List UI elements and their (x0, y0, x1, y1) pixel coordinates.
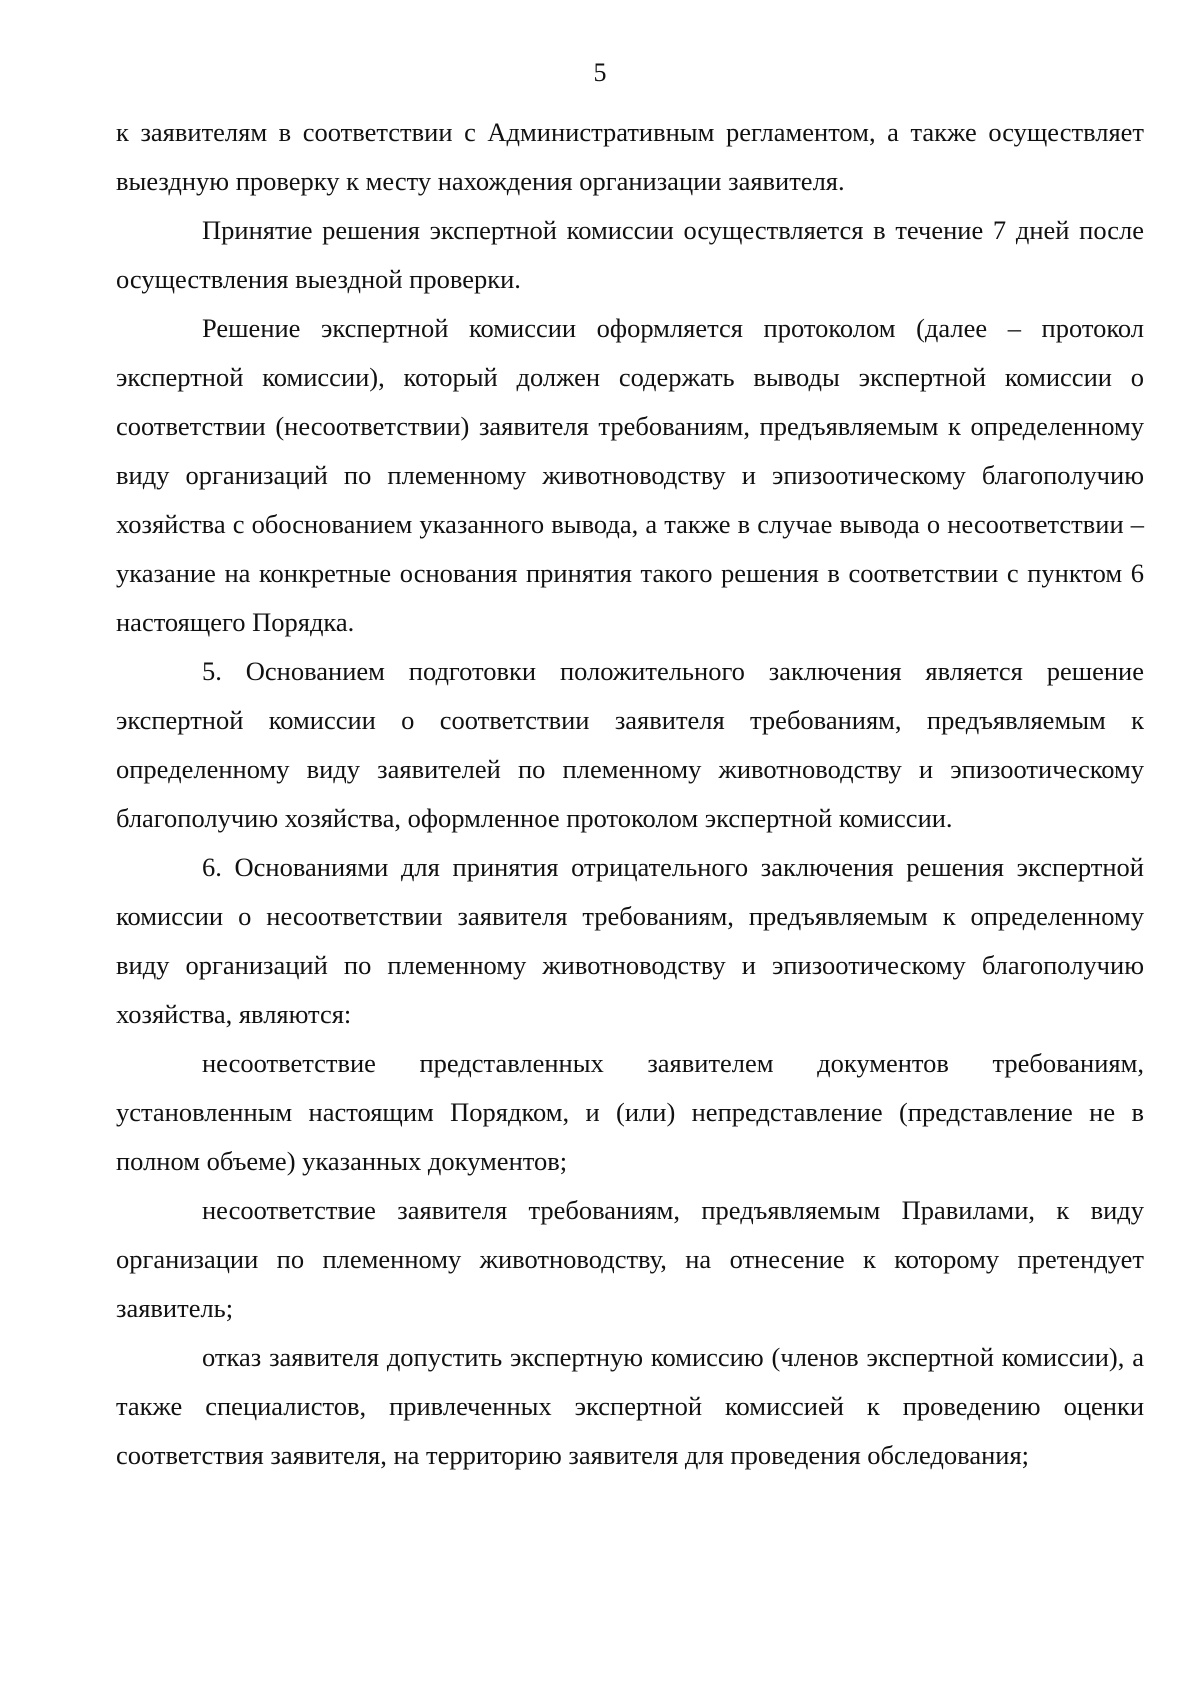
paragraph-item-6: 6. Основаниями для принятия отрицательного заключения решения экспертной комиссии о несоответствии заявителя требованиям, предъявляемым к определенному виду организаций по племенному животноводству и эпизоотическому благополучию хозяйства, являются: (116, 852, 1144, 1029)
page-number: 5 (593, 58, 607, 87)
paragraph-ground-requirements: несоответствие заявителя требованиям, предъявляемым Правилами, к виду организации по племенному животноводству, на отнесение к которому претендует заявитель; (116, 1195, 1144, 1323)
paragraph-decision-timing: Принятие решения экспертной комиссии осуществляется в течение 7 дней после осуществления выездной проверки. (116, 215, 1144, 294)
paragraph-item-5: 5. Основанием подготовки положительного заключения является решение экспертной комиссии о соответствии заявителя требованиям, предъявляемым к определенному виду заявителей по племенному животноводству и эпизоотическому благополучию хозяйства, оформленное протоколом экспертной комиссии. (116, 656, 1144, 833)
paragraph-ground-refusal: отказ заявителя допустить экспертную комиссию (членов экспертной комиссии), а также специалистов, привлеченных экспертной комиссией к проведению оценки соответствия заявителя, на территорию заявителя для проведения обследования; (116, 1342, 1144, 1470)
paragraph-ground-documents: несоответствие представленных заявителем документов требованиям, установленным настоящим Порядком, и (или) непредставление (представление не в полном объеме) указанных документов; (116, 1048, 1144, 1176)
paragraph-continuation: к заявителям в соответствии с Административным регламентом, а также осуществляет выездную проверку к месту нахождения организации заявителя. (116, 117, 1144, 196)
document-body (116, 108, 1144, 1480)
paragraph-decision-protocol: Решение экспертной комиссии оформляется протоколом (далее – протокол экспертной комиссии), который должен содержать выводы экспертной комиссии о соответствии (несоответствии) заявителя требованиям, предъявляемым к определенному виду организаций по племенному животноводству и эпизоотическому благополучию хозяйства с обоснованием указанного вывода, а также в случае вывода о несоответствии – указание на конкретные основания принятия такого решения в соответствии с пунктом 6 настоящего Порядка. (116, 313, 1144, 637)
